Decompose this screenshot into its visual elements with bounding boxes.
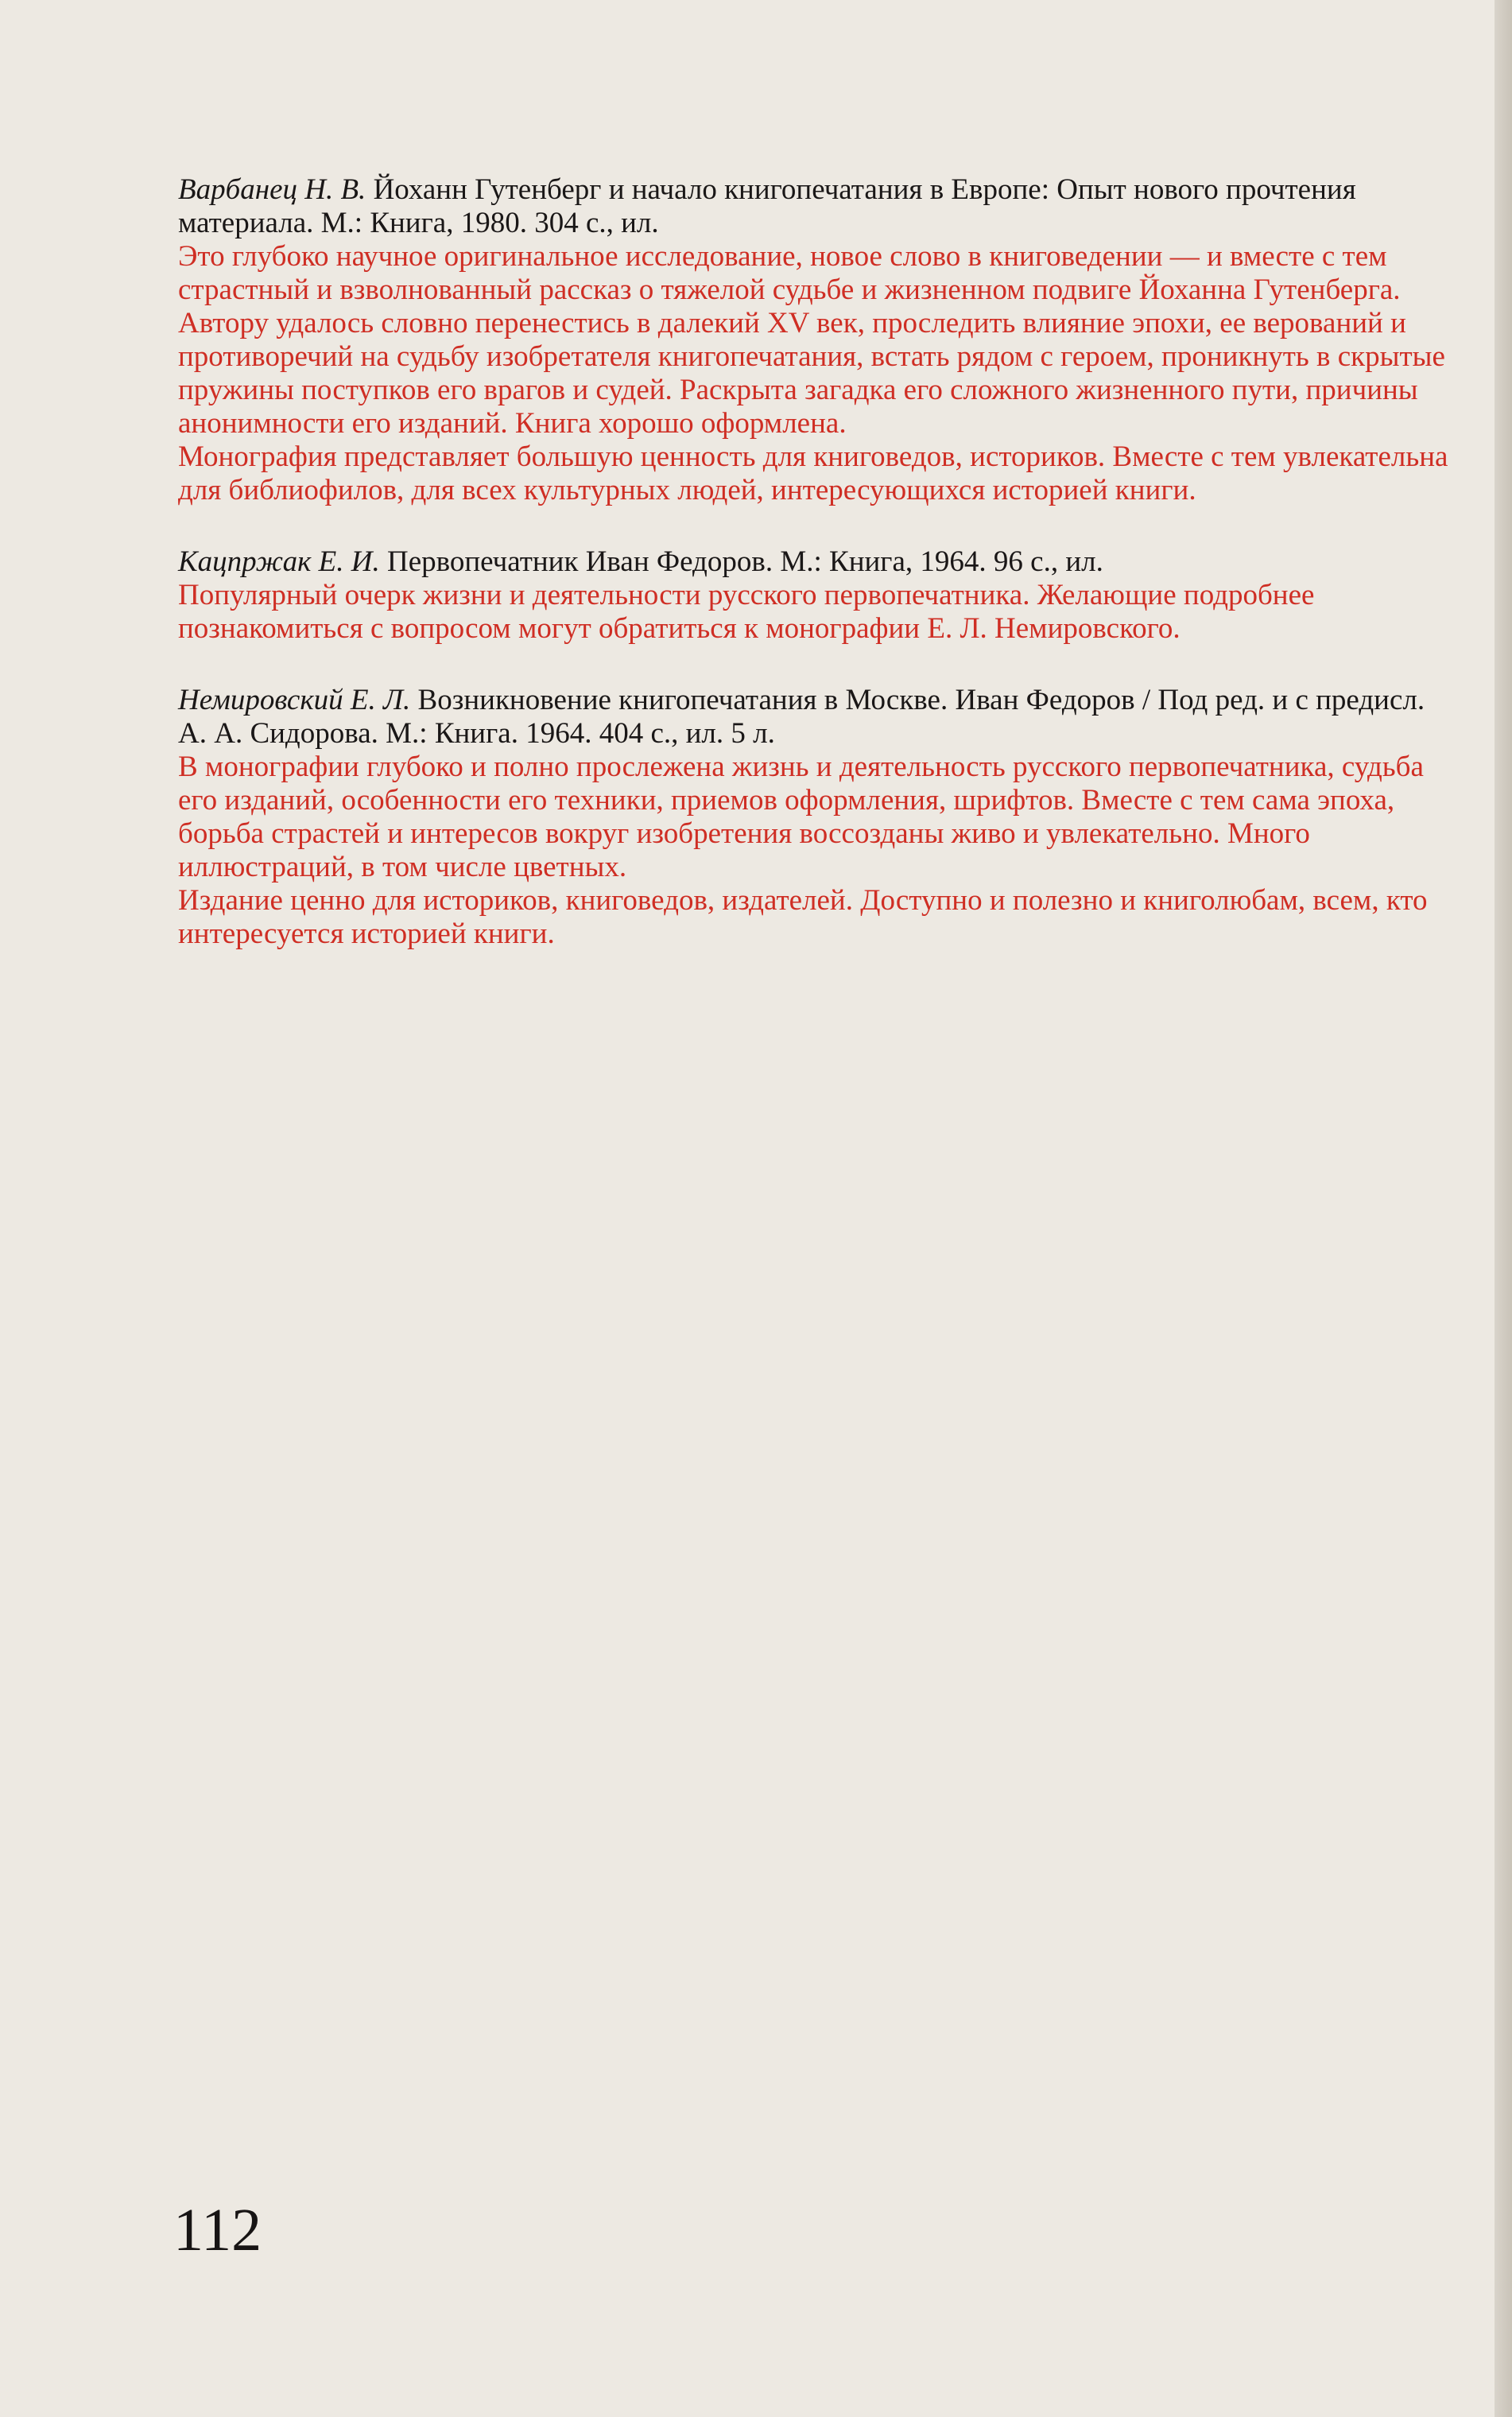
entry-annotation: Монография представляет большую ценность для книговедов, историков. Вместе с тем увлекательна для библиофилов, для всех культурных людей, интересующихся историей книги. [178, 440, 1448, 506]
entry-annotation: Популярный очерк жизни и деятельности русского первопечатника. Желающие подробнее познакомиться с вопросом могут обратиться к монографии Е. Л. Немировского. [178, 579, 1315, 645]
entry-author: Немировский Е. Л. [178, 684, 411, 716]
entry-title: Первопечатник Иван Федоров. М.: Книга, 1964. 96 с., ил. [379, 545, 1103, 578]
bibliography-entry [178, 545, 1450, 646]
entry-citation [178, 173, 1450, 240]
entry-annotation: Это глубоко научное оригинальное исследование, новое слово в книговедении — и вместе с тем страстный и взволнованный рассказ о тяжелой судьбе и жизненном подвиге Йоханна Гутенберга. Автору удалось словно перенестись в далекий XV век, проследить влияние эпохи, ее верований и противоречий на судьбу изобретателя книгопечатания, встать рядом с героем, проникнуть в скрытые пружины поступков его врагов и судей. Раскрыта загадка его сложного жизненного пути, причины анонимности его изданий. Книга хорошо оформлена. [178, 240, 1445, 440]
entry-annotation: Издание ценно для историков, книговедов, издателей. Доступно и полезно и книголюбам, всем, кто интересуется историей книги. [178, 884, 1428, 950]
entry-annotation: В монографии глубоко и полно прослежена жизнь и деятельность русского первопечатника, судьба его изданий, особенности его техники, приемов оформления, шрифтов. Вместе с тем сама эпоха, борьба страстей и интересов вокруг изобретения воссозданы живо и увлекательно. Много иллюстраций, в том числе цветных. [178, 751, 1424, 883]
page-edge [1495, 0, 1512, 2417]
entry-title: Йоханн Гутенберг и начало книгопечатания в Европе: Опыт нового прочтения материала. М.: Книга, 1980. 304 с., ил. [178, 173, 1356, 239]
entry-title: Возникновение книгопечатания в Москве. Иван Федоров / Под ред. и с предисл. А. А. Сидорова. М.: Книга. 1964. 404 с., ил. 5 л. [178, 684, 1425, 750]
page-number: 112 [173, 2197, 262, 2264]
bibliography-entry [178, 684, 1450, 951]
entry-citation [178, 684, 1450, 751]
bibliography-list [178, 173, 1450, 989]
entry-author: Варбанец Н. В. [178, 173, 366, 206]
entry-citation [178, 545, 1450, 579]
bibliography-entry [178, 173, 1450, 507]
entry-author: Кацпржак Е. И. [178, 545, 380, 578]
